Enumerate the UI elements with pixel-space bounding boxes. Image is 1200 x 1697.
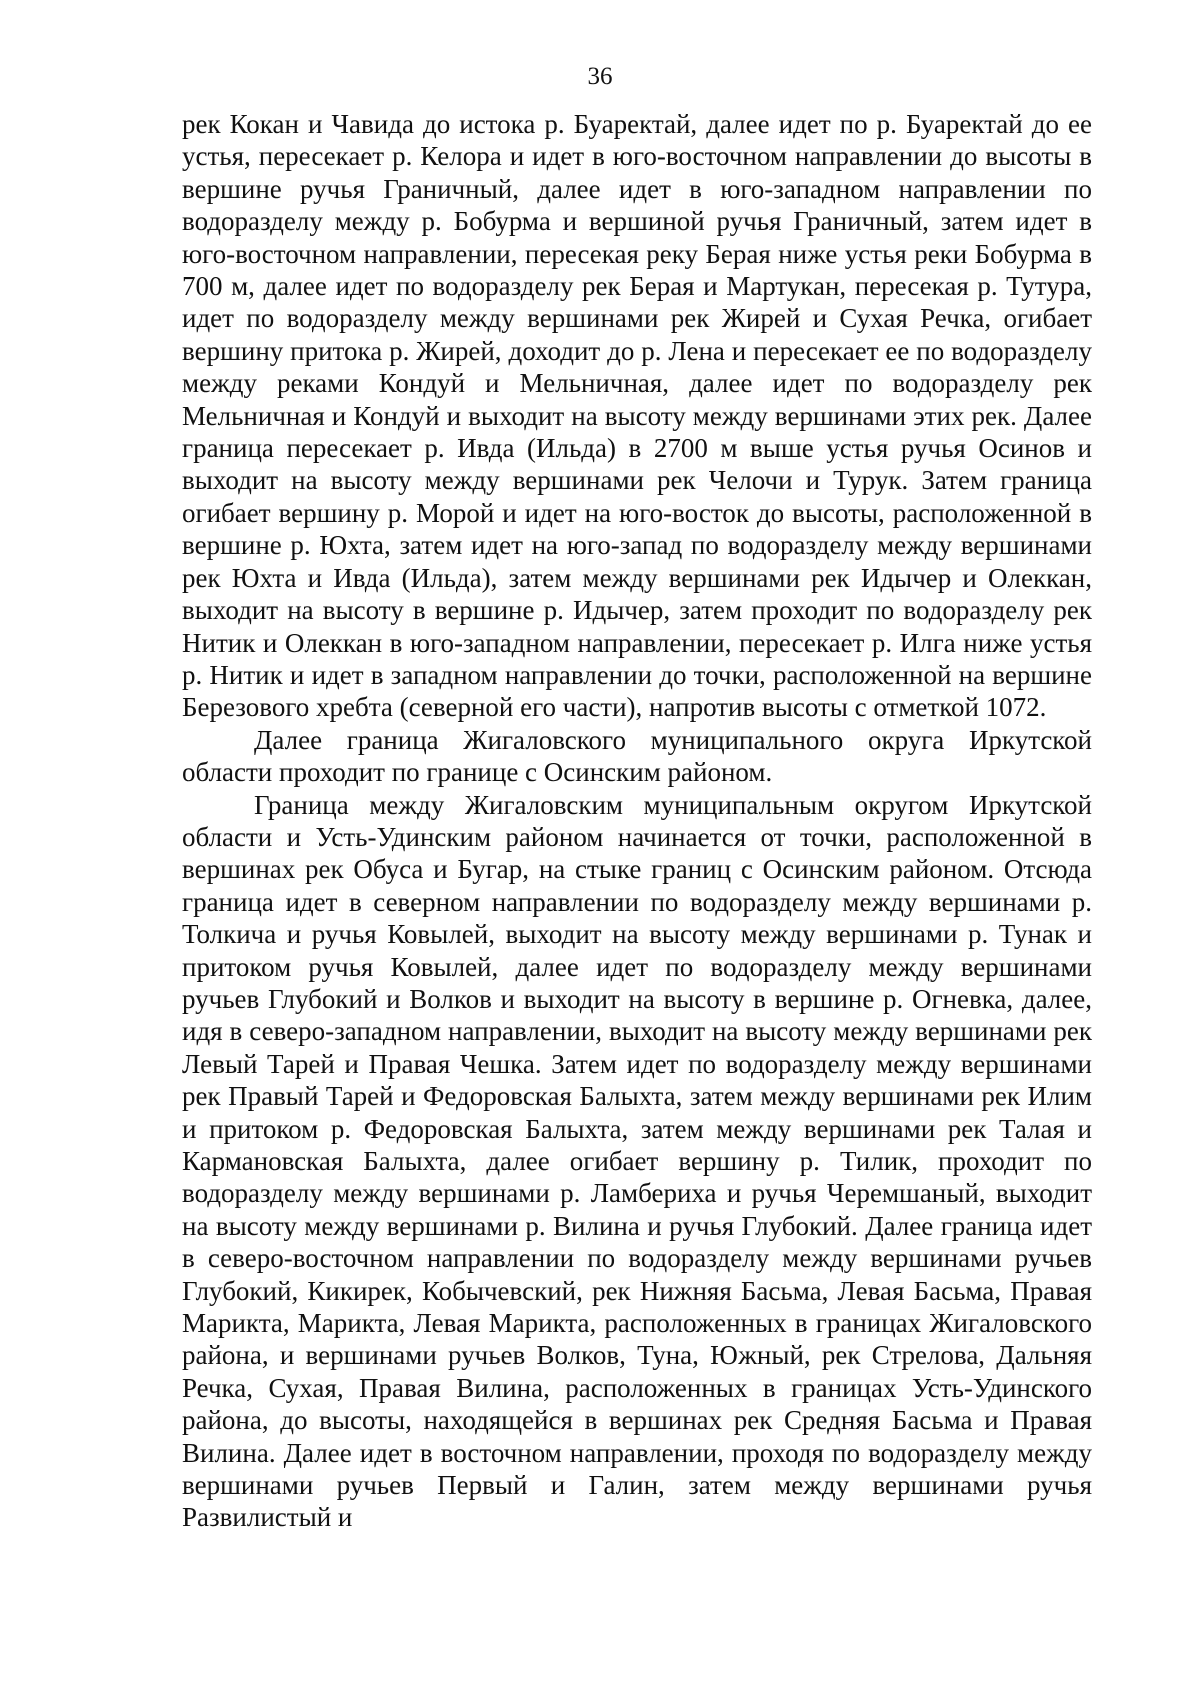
document-body <box>182 108 1092 1534</box>
paragraph-osinsky-border: Далее граница Жигаловского муниципального округа Иркутской области проходит по границе с Осинским районом. <box>182 724 1092 788</box>
paragraph-ust-udinsky-border: Граница между Жигаловским муниципальным округом Иркутской области и Усть-Удинским районом начинается от точки, расположенной в вершинах рек Обуса и Бугар, на стыке границ с Осинским районом. Отсюда граница идет в северном направлении по водоразделу между вершинами р. Толкича и ручья Ковылей, выходит на высоту между вершинами р. Тунак и притоком ручья Ковылей, далее идет по водоразделу между вершинами ручьев Глубокий и Волков и выходит на высоту в вершине р. Огневка, далее, идя в северо-западном направлении, выходит на высоту между вершинами рек Левый Тарей и Правая Чешка. Затем идет по водоразделу между вершинами рек Правый Тарей и Федоровская Балыхта, затем между вершинами рек Илим и притоком р. Федоровская Балыхта, затем между вершинами рек Талая и Кармановская Балыхта, далее огибает вершину р. Тилик, проходит по водоразделу между вершинами р. Ламбериха и ручья Черемшаный, выходит на высоту между вершинами р. Вилина и ручья Глубокий. Далее граница идет в северо-восточном направлении по водоразделу между вершинами ручьев Глубокий, Кикирек, Кобычевский, рек Нижняя Басьма, Левая Басьма, Правая Марикта, Марикта, Левая Марикта, расположенных в границах Жигаловского района, и вершинами ручьев Волков, Туна, Южный, рек Стрелова, Дальняя Речка, Сухая, Правая Вилина, расположенных в границах Усть-Удинского района, до высоты, находящейся в вершинах рек Средняя Басьма и Правая Вилина. Далее идет в восточном направлении, проходя по водоразделу между вершинами ручьев Первый и Галин, затем между вершинами ручья Развилистый и <box>182 789 1092 1533</box>
page-number: 36 <box>587 63 613 90</box>
paragraph-boundary-description: рек Кокан и Чавида до истока р. Буаректай, далее идет по р. Буаректай до ее устья, пересекает р. Келора и идет в юго-восточном направлении до высоты в вершине ручья Граничный, далее идет в юго-западном направлении по водоразделу между р. Бобурма и вершиной ручья Граничный, затем идет в юго-восточном направлении, пересекая реку Берая ниже устья реки Бобурма в 700 м, далее идет по водоразделу рек Берая и Мартукан, пересекая р. Тутура, идет по водоразделу между вершинами рек Жирей и Сухая Речка, огибает вершину притока р. Жирей, доходит до р. Лена и пересекает ее по водоразделу между реками Кондуй и Мельничная, далее идет по водоразделу рек Мельничная и Кондуй и выходит на высоту между вершинами этих рек. Далее граница пересекает р. Ивда (Ильда) в 2700 м выше устья ручья Осинов и выходит на высоту между вершинами рек Челочи и Турук. Затем граница огибает вершину р. Морой и идет на юго-восток до высоты, расположенной в вершине р. Юхта, затем идет на юго-запад по водоразделу между вершинами рек Юхта и Ивда (Ильда), затем между вершинами рек Идычер и Олеккан, выходит на высоту в вершине р. Идычер, затем проходит по водоразделу рек Нитик и Олеккан в юго-западном направлении, пересекает р. Илга ниже устья р. Нитик и идет в западном направлении до точки, расположенной на вершине Березового хребта (северной его части), напротив высоты с отметкой 1072. <box>182 109 1092 723</box>
